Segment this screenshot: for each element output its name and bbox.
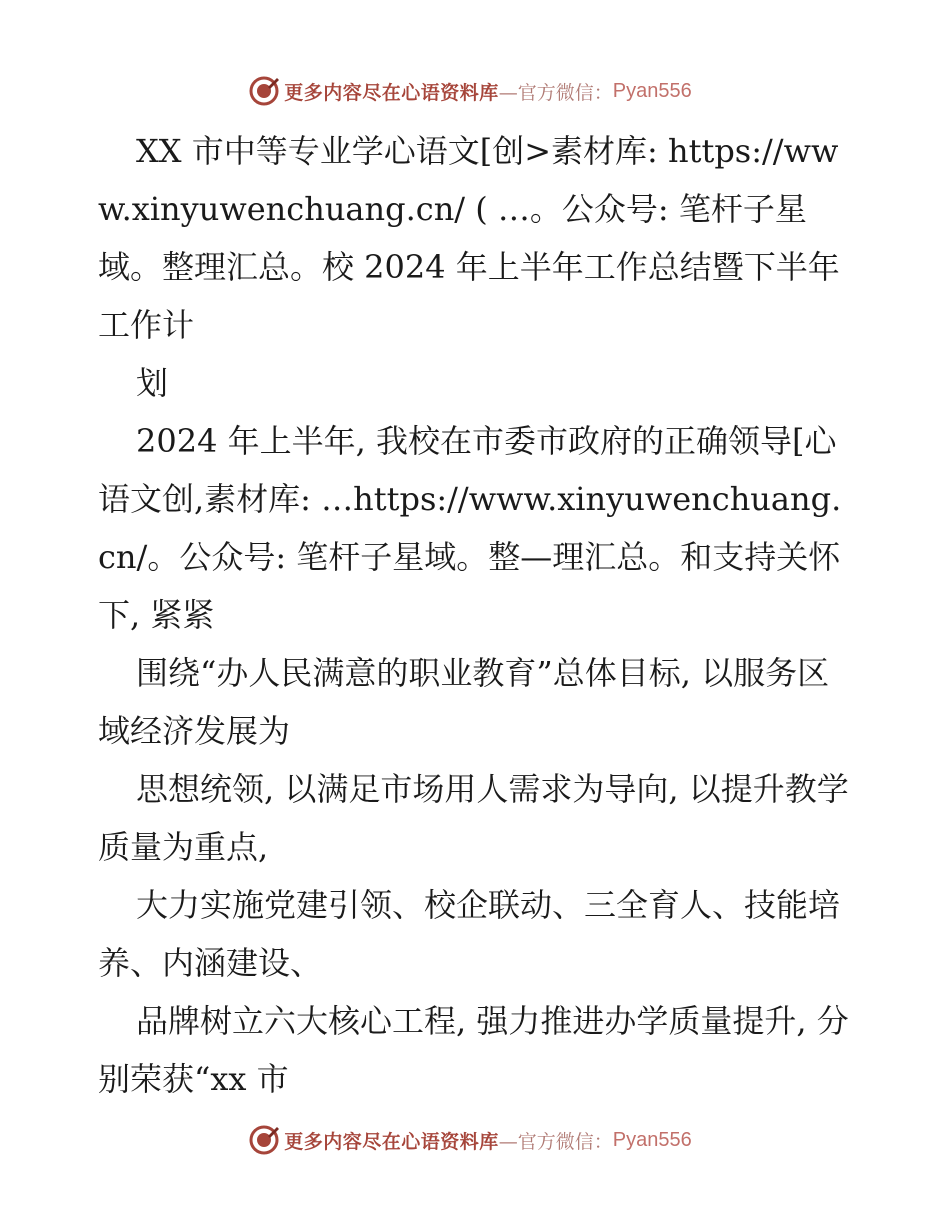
brush-logo-icon [248,75,280,107]
header-banner [0,71,950,111]
banner-sub-text: —官方微信： [498,1130,613,1153]
banner-wechat-id: Pyan556 [612,1128,692,1151]
banner-wechat-id: Pyan556 [612,79,692,102]
banner-sub-text: —官方微信： [498,81,613,104]
paragraph: 围绕“办人民满意的职业教育”总体目标, 以服务区域经济发展为 [98,654,830,750]
paragraph: 划 [136,364,169,402]
paragraph: 品牌树立六大核心工程, 强力推进办学质量提升, 分别荣获“xx 市 [98,1002,849,1098]
paragraph: 大力实施党建引领、校企联动、三全育人、技能培养、内涵建设、 [98,886,841,982]
paragraph: 思想统领, 以满足市场用人需求为导向, 以提升教学质量为重点, [98,770,849,866]
footer-banner [0,1120,950,1160]
document-body [98,122,858,1108]
brush-logo-icon [248,1124,280,1156]
paragraph: XX 市中等专业学心语文[创>素材库: https://www.xinyuwenchuang.cn/ ( …。公众号: 笔杆子星域。整理汇总。校 2024 年上半年工作总结暨下半年工作计 [98,132,840,344]
banner-main-text: 更多内容尽在心语资料库 [284,81,499,104]
paragraph: 2024 年上半年, 我校在市委市政府的正确领导[心语文创,素材库: …https://www.xinyuwenchuang.cn/。公众号: 笔杆子星域。整—理汇总。和支持关怀下, 紧紧 [98,422,842,634]
banner-main-text: 更多内容尽在心语资料库 [284,1130,499,1153]
